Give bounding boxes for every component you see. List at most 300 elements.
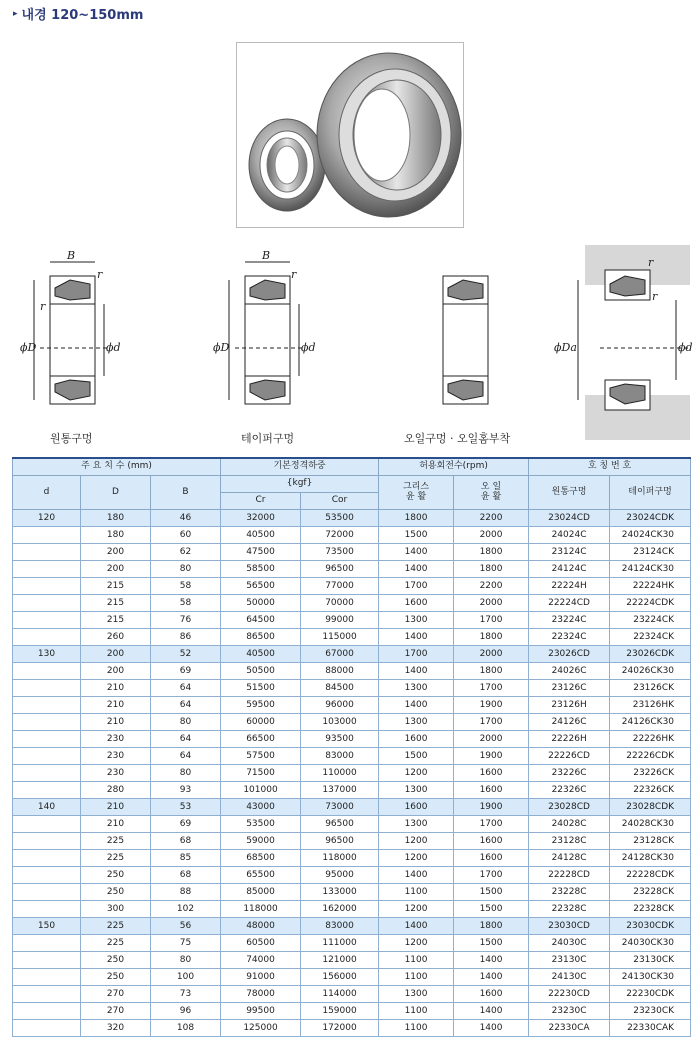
cell-D: 180 [81, 527, 151, 544]
cell-taper: 23130CK [610, 952, 691, 969]
cell-taper: 22328CK [610, 901, 691, 918]
cell-taper: 22226HK [610, 731, 691, 748]
cell-d [13, 680, 81, 697]
cell-B: 68 [151, 867, 221, 884]
cell-cyl: 22224CD [529, 595, 610, 612]
col-d: d [13, 476, 81, 510]
svg-text:ϕd: ϕd [678, 341, 693, 354]
cell-oil: 1800 [454, 663, 529, 680]
cell-Cor: 172000 [301, 1020, 379, 1037]
cell-d [13, 731, 81, 748]
cell-taper: 24026CK30 [610, 663, 691, 680]
cell-cyl: 24124C [529, 561, 610, 578]
cell-B: 64 [151, 731, 221, 748]
cell-Cr: 40500 [221, 646, 301, 663]
cell-D: 270 [81, 1003, 151, 1020]
table-row [13, 799, 691, 816]
cell-grease: 1300 [379, 816, 454, 833]
cell-d [13, 1003, 81, 1020]
cell-oil: 1800 [454, 629, 529, 646]
table-row [13, 1003, 691, 1020]
cell-oil: 1400 [454, 1020, 529, 1037]
cell-taper: 22324CK [610, 629, 691, 646]
cell-Cr: 58500 [221, 561, 301, 578]
svg-text:ϕd: ϕd [301, 341, 316, 354]
cell-Cr: 32000 [221, 510, 301, 527]
cell-Cr: 50000 [221, 595, 301, 612]
cell-Cr: 101000 [221, 782, 301, 799]
cell-grease: 1300 [379, 612, 454, 629]
cell-taper: 23128CK [610, 833, 691, 850]
cell-grease: 1300 [379, 714, 454, 731]
header-dimensions: 주 요 치 수 (mm) [13, 458, 221, 476]
cell-d [13, 850, 81, 867]
cell-oil: 1600 [454, 782, 529, 799]
cell-oil: 2200 [454, 510, 529, 527]
cell-D: 210 [81, 714, 151, 731]
cell-grease: 1100 [379, 884, 454, 901]
cell-Cr: 68500 [221, 850, 301, 867]
cell-Cr: 125000 [221, 1020, 301, 1037]
cell-grease: 1700 [379, 578, 454, 595]
cell-Cor: 70000 [301, 595, 379, 612]
cell-taper: 23230CK [610, 1003, 691, 1020]
cell-B: 108 [151, 1020, 221, 1037]
cell-Cr: 66500 [221, 731, 301, 748]
cell-oil: 1700 [454, 867, 529, 884]
cell-taper: 24028CK30 [610, 816, 691, 833]
cell-oil: 1900 [454, 799, 529, 816]
cell-cyl: 24128C [529, 850, 610, 867]
bearing-diagrams [0, 240, 700, 450]
cell-d [13, 561, 81, 578]
cell-taper: 24124CK30 [610, 561, 691, 578]
cell-cyl: 23228C [529, 884, 610, 901]
cell-cyl: 23126H [529, 697, 610, 714]
cell-Cr: 59500 [221, 697, 301, 714]
cell-B: 100 [151, 969, 221, 986]
cell-B: 69 [151, 663, 221, 680]
cell-Cor: 96500 [301, 561, 379, 578]
cell-D: 230 [81, 765, 151, 782]
cell-oil: 1700 [454, 612, 529, 629]
table-row [13, 816, 691, 833]
cell-cyl: 23124C [529, 544, 610, 561]
cell-D: 270 [81, 986, 151, 1003]
table-row [13, 612, 691, 629]
cell-grease: 1300 [379, 986, 454, 1003]
cell-cyl: 23028CD [529, 799, 610, 816]
svg-text:r: r [97, 268, 103, 281]
table-row [13, 782, 691, 799]
cell-oil: 1600 [454, 986, 529, 1003]
cell-Cor: 137000 [301, 782, 379, 799]
cell-d [13, 629, 81, 646]
cell-Cor: 121000 [301, 952, 379, 969]
cell-B: 56 [151, 918, 221, 935]
cell-Cor: 53500 [301, 510, 379, 527]
svg-text:B: B [262, 249, 271, 262]
cell-cyl: 24028C [529, 816, 610, 833]
cell-Cr: 99500 [221, 1003, 301, 1020]
cell-D: 280 [81, 782, 151, 799]
table-row [13, 663, 691, 680]
cell-grease: 1600 [379, 731, 454, 748]
cell-B: 52 [151, 646, 221, 663]
cell-cyl: 22228CD [529, 867, 610, 884]
cell-d [13, 1020, 81, 1037]
table-row [13, 714, 691, 731]
cell-grease: 1700 [379, 646, 454, 663]
cell-Cor: 83000 [301, 918, 379, 935]
cell-Cor: 103000 [301, 714, 379, 731]
cell-oil: 1500 [454, 935, 529, 952]
cell-Cr: 40500 [221, 527, 301, 544]
cell-grease: 1500 [379, 748, 454, 765]
table-row [13, 748, 691, 765]
svg-text:r: r [40, 300, 46, 313]
cell-taper: 24024CK30 [610, 527, 691, 544]
cell-Cr: 60000 [221, 714, 301, 731]
cell-d [13, 578, 81, 595]
spherical-roller-bearing-image [237, 43, 463, 227]
cell-D: 230 [81, 748, 151, 765]
header-load-rating: 기본정격하중 [221, 458, 379, 476]
cell-oil: 1800 [454, 561, 529, 578]
cell-Cor: 159000 [301, 1003, 379, 1020]
cell-d [13, 595, 81, 612]
cell-Cor: 96000 [301, 697, 379, 714]
cell-B: 64 [151, 680, 221, 697]
cell-grease: 1200 [379, 833, 454, 850]
cell-D: 215 [81, 595, 151, 612]
cell-Cor: 111000 [301, 935, 379, 952]
table-row [13, 561, 691, 578]
col-tapered-bore: 테이퍼구멍 [610, 476, 691, 510]
cell-d [13, 986, 81, 1003]
cell-Cr: 65500 [221, 867, 301, 884]
cell-B: 76 [151, 612, 221, 629]
cell-taper: 23124CK [610, 544, 691, 561]
bearing-photo [236, 42, 464, 228]
cell-Cr: 59000 [221, 833, 301, 850]
cell-D: 300 [81, 901, 151, 918]
cell-D: 250 [81, 867, 151, 884]
col-D: D [81, 476, 151, 510]
cell-D: 225 [81, 918, 151, 935]
cell-cyl: 22230CD [529, 986, 610, 1003]
cell-d [13, 663, 81, 680]
cell-taper: 22224HK [610, 578, 691, 595]
cell-taper: 22228CDK [610, 867, 691, 884]
cell-Cr: 71500 [221, 765, 301, 782]
cell-d [13, 527, 81, 544]
table-row [13, 935, 691, 952]
cell-oil: 1600 [454, 765, 529, 782]
cell-D: 250 [81, 884, 151, 901]
table-row [13, 833, 691, 850]
cell-d [13, 935, 81, 952]
table-row [13, 969, 691, 986]
cell-B: 68 [151, 833, 221, 850]
cell-grease: 1200 [379, 850, 454, 867]
cell-grease: 1200 [379, 935, 454, 952]
cell-Cr: 78000 [221, 986, 301, 1003]
cell-Cr: 85000 [221, 884, 301, 901]
cell-D: 200 [81, 561, 151, 578]
table-row [13, 646, 691, 663]
cell-cyl: 22226CD [529, 748, 610, 765]
cell-B: 60 [151, 527, 221, 544]
cell-d: 130 [13, 646, 81, 663]
svg-text:ϕD: ϕD [20, 341, 37, 354]
cell-grease: 1100 [379, 969, 454, 986]
cell-grease: 1400 [379, 697, 454, 714]
cell-taper: 24130CK30 [610, 969, 691, 986]
cell-grease: 1200 [379, 765, 454, 782]
cell-cyl: 23224C [529, 612, 610, 629]
cell-oil: 1400 [454, 969, 529, 986]
cell-D: 225 [81, 833, 151, 850]
cell-oil: 1800 [454, 544, 529, 561]
cell-D: 250 [81, 969, 151, 986]
cell-Cr: 47500 [221, 544, 301, 561]
cell-Cr: 74000 [221, 952, 301, 969]
cell-d: 140 [13, 799, 81, 816]
header-speed: 허용회전수(rpm) [379, 458, 529, 476]
cell-Cr: 60500 [221, 935, 301, 952]
cylindrical-bore-drawing [20, 249, 121, 404]
table-row [13, 952, 691, 969]
cell-taper: 22226CDK [610, 748, 691, 765]
col-grease: 그리스 윤 활 [379, 476, 454, 510]
cell-d [13, 544, 81, 561]
svg-text:ϕDa: ϕDa [554, 341, 577, 354]
cell-B: 64 [151, 697, 221, 714]
cell-cyl: 23026CD [529, 646, 610, 663]
cell-oil: 1600 [454, 850, 529, 867]
cell-cyl: 23024CD [529, 510, 610, 527]
cell-oil: 2200 [454, 578, 529, 595]
cell-cyl: 22328C [529, 901, 610, 918]
table-row [13, 867, 691, 884]
cell-cyl: 24024C [529, 527, 610, 544]
cell-cyl: 23030CD [529, 918, 610, 935]
cell-Cor: 156000 [301, 969, 379, 986]
svg-text:r: r [652, 290, 658, 303]
cell-Cor: 162000 [301, 901, 379, 918]
cell-Cor: 110000 [301, 765, 379, 782]
cell-Cor: 73000 [301, 799, 379, 816]
table-row [13, 765, 691, 782]
cell-D: 215 [81, 612, 151, 629]
cell-oil: 1800 [454, 918, 529, 935]
table-row [13, 544, 691, 561]
cell-D: 260 [81, 629, 151, 646]
table-row [13, 510, 691, 527]
cell-taper: 23224CK [610, 612, 691, 629]
cell-grease: 1100 [379, 952, 454, 969]
cell-grease: 1400 [379, 867, 454, 884]
cell-cyl: 22224H [529, 578, 610, 595]
cell-Cor: 93500 [301, 731, 379, 748]
cell-grease: 1400 [379, 663, 454, 680]
table-row [13, 918, 691, 935]
cell-Cr: 86500 [221, 629, 301, 646]
cell-Cor: 88000 [301, 663, 379, 680]
header-designation: 호 칭 번 호 [529, 458, 691, 476]
cell-Cor: 95000 [301, 867, 379, 884]
cell-d [13, 901, 81, 918]
cell-grease: 1100 [379, 1003, 454, 1020]
cell-Cr: 57500 [221, 748, 301, 765]
cell-d: 150 [13, 918, 81, 935]
cell-D: 320 [81, 1020, 151, 1037]
cell-grease: 1600 [379, 799, 454, 816]
cell-d [13, 748, 81, 765]
cell-grease: 1600 [379, 595, 454, 612]
cell-Cor: 118000 [301, 850, 379, 867]
svg-text:r: r [648, 256, 654, 269]
table-row [13, 850, 691, 867]
table-row [13, 901, 691, 918]
cell-oil: 1400 [454, 1003, 529, 1020]
table-row [13, 527, 691, 544]
cell-oil: 1700 [454, 680, 529, 697]
cell-Cr: 43000 [221, 799, 301, 816]
cell-cyl: 24026C [529, 663, 610, 680]
cell-cyl: 24130C [529, 969, 610, 986]
cell-grease: 1400 [379, 561, 454, 578]
cell-B: 80 [151, 765, 221, 782]
cell-oil: 1500 [454, 884, 529, 901]
cell-cyl: 23130C [529, 952, 610, 969]
cell-d [13, 816, 81, 833]
cell-grease: 1500 [379, 527, 454, 544]
cell-B: 69 [151, 816, 221, 833]
col-Cor: Cor [301, 493, 379, 510]
cell-d [13, 867, 81, 884]
table-row [13, 680, 691, 697]
cell-d [13, 612, 81, 629]
cell-B: 85 [151, 850, 221, 867]
cell-oil: 2000 [454, 731, 529, 748]
figure-label-oil-hole: 오일구멍 · 오일홈부착 [404, 432, 511, 445]
cell-B: 93 [151, 782, 221, 799]
cell-taper: 23030CDK [610, 918, 691, 935]
cell-oil: 1500 [454, 901, 529, 918]
cell-D: 200 [81, 646, 151, 663]
cell-taper: 23026CDK [610, 646, 691, 663]
cell-D: 210 [81, 680, 151, 697]
cell-B: 75 [151, 935, 221, 952]
cell-taper: 23126CK [610, 680, 691, 697]
cell-B: 73 [151, 986, 221, 1003]
cell-Cor: 67000 [301, 646, 379, 663]
mounting-drawing [554, 245, 693, 440]
cell-cyl: 22226H [529, 731, 610, 748]
cell-oil: 2000 [454, 527, 529, 544]
col-oil: 오 일 윤 활 [454, 476, 529, 510]
col-B: B [151, 476, 221, 510]
cell-taper: 23228CK [610, 884, 691, 901]
cell-B: 102 [151, 901, 221, 918]
cell-grease: 1300 [379, 680, 454, 697]
tapered-bore-drawing [213, 249, 316, 404]
cell-d [13, 884, 81, 901]
cell-Cr: 118000 [221, 901, 301, 918]
cell-taper: 24128CK30 [610, 850, 691, 867]
cell-d [13, 765, 81, 782]
cell-grease: 1400 [379, 544, 454, 561]
cell-cyl: 23230C [529, 1003, 610, 1020]
bearing-spec-table [12, 457, 691, 1037]
cell-taper: 24030CK30 [610, 935, 691, 952]
table-row [13, 884, 691, 901]
page-title-text: 내경 120~150mm [21, 8, 144, 23]
cell-grease: 1400 [379, 629, 454, 646]
cell-Cr: 48000 [221, 918, 301, 935]
cell-Cor: 133000 [301, 884, 379, 901]
cell-D: 200 [81, 544, 151, 561]
cell-cyl: 23126C [529, 680, 610, 697]
figure-label-tapered: 테이퍼구멍 [241, 432, 295, 445]
page-title [13, 4, 143, 23]
cell-Cor: 77000 [301, 578, 379, 595]
cell-B: 58 [151, 578, 221, 595]
cell-B: 96 [151, 1003, 221, 1020]
cell-D: 225 [81, 935, 151, 952]
cell-Cr: 56500 [221, 578, 301, 595]
table-row [13, 1020, 691, 1037]
cell-d [13, 697, 81, 714]
cell-D: 250 [81, 952, 151, 969]
cell-grease: 1200 [379, 901, 454, 918]
cell-D: 210 [81, 697, 151, 714]
cell-D: 200 [81, 663, 151, 680]
svg-text:ϕd: ϕd [106, 341, 121, 354]
cell-B: 62 [151, 544, 221, 561]
cell-oil: 1700 [454, 714, 529, 731]
cell-d: 120 [13, 510, 81, 527]
svg-text:ϕD: ϕD [213, 341, 230, 354]
cell-cyl: 22324C [529, 629, 610, 646]
cell-oil: 1700 [454, 816, 529, 833]
cell-Cor: 84500 [301, 680, 379, 697]
cell-taper: 23028CDK [610, 799, 691, 816]
section-drawings [0, 240, 700, 450]
col-cylindrical-bore: 원통구멍 [529, 476, 610, 510]
figure-label-cylindrical: 원통구멍 [50, 432, 93, 445]
cell-Cr: 64500 [221, 612, 301, 629]
cell-taper: 23024CDK [610, 510, 691, 527]
cell-d [13, 969, 81, 986]
cell-oil: 1600 [454, 833, 529, 850]
cell-D: 210 [81, 816, 151, 833]
cell-Cor: 96500 [301, 816, 379, 833]
cell-taper: 22326CK [610, 782, 691, 799]
cell-B: 80 [151, 714, 221, 731]
spec-table-body [13, 510, 691, 1037]
cell-Cor: 114000 [301, 986, 379, 1003]
col-Cr: Cr [221, 493, 301, 510]
cell-grease: 1300 [379, 782, 454, 799]
table-row [13, 629, 691, 646]
cell-D: 215 [81, 578, 151, 595]
cell-taper: 22230CDK [610, 986, 691, 1003]
table-row [13, 986, 691, 1003]
table-row [13, 595, 691, 612]
